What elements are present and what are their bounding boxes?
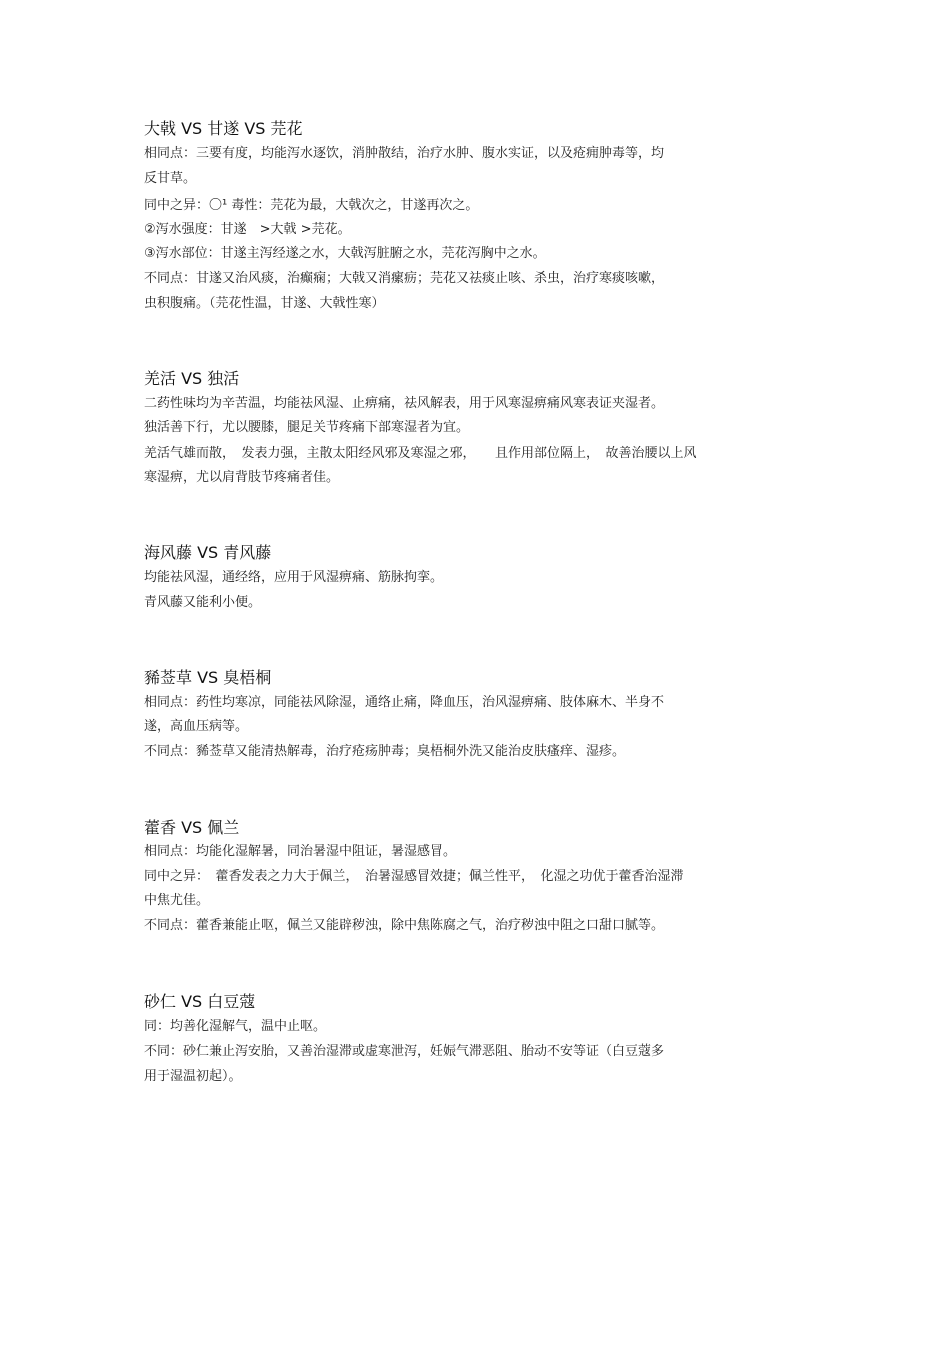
text-line: 相同点：均能化湿解暑，同治暑湿中阻证，暑湿感冒。 [144,844,457,859]
section-title: 羌活 VS 独活 [144,369,240,388]
section-title: 海风藤 VS 青风藤 [144,543,272,562]
text-line: 同：均善化湿解气，温中止呕。 [144,1019,327,1034]
section-title: 砂仁 VS 白豆蔻 [144,992,256,1011]
text-line: ②泻水强度：甘遂 >大戟 >芫花。 [144,222,351,237]
text-line: 青风藤又能利小便。 [144,595,262,610]
text-line: 同中之异：〇¹ 毒性：芫花为最，大戟次之，甘遂再次之。 [144,198,479,213]
text-line: 虫积腹痛。（芫花性温，甘遂、大戟性寒） [144,296,385,311]
text-line: ③泻水部位：甘遂主泻经遂之水，大戟泻脏腑之水，芫花泻胸中之水。 [144,246,546,261]
text-line: 不同点：藿香兼能止呕，佩兰又能辟秽浊，除中焦陈腐之气，治疗秽浊中阻之口甜口腻等。 [144,918,665,933]
section-title: 大戟 VS 甘遂 VS 芫花 [144,119,303,138]
text-line: 均能祛风湿，通经络，应用于风湿痹痛、筋脉拘挛。 [144,570,444,585]
text-line: 二药性味均为辛苦温，均能祛风湿、止痹痛，祛风解表，用于风寒湿痹痛风寒表证夹湿者。 [144,396,665,411]
text-line: 不同：砂仁兼止泻安胎，又善治湿滞或虚寒泄泻，妊娠气滞恶阻、胎动不安等证（白豆蔻多 [144,1044,665,1059]
text-line: 相同点：三要有度，均能泻水逐饮，消肿散结，治疗水肿、腹水实证，以及疮痈肿毒等，均 [144,146,665,161]
text-line: 中焦尤佳。 [144,893,210,908]
section-title: 豨莶草 VS 臭梧桐 [144,668,272,687]
text-line: 相同点：药性均寒凉，同能祛风除湿，通络止痛，降血压，治风湿痹痛、肢体麻木、半身不 [144,695,665,710]
text-line: 独活善下行，尤以腰膝，腿足关节疼痛下部寒湿者为宜。 [144,420,470,435]
text-line: 遂，高血压病等。 [144,719,249,734]
text-line: 羌活气雄而散， 发表力强，主散太阳经风邪及寒湿之邪， 且作用部位隔上， 故善治腰以上风 [144,446,697,461]
text-line: 不同点：豨莶草又能清热解毒，治疗疮疡肿毒；臭梧桐外洗又能治皮肤瘙痒、湿疹。 [144,744,626,759]
text-line: 不同点：甘遂又治风痰，治癫痫；大戟又消瘰疬；芫花又祛痰止咳、杀虫，治疗寒痰咳嗽， [144,271,665,286]
text-line: 同中之异： 藿香发表之力大于佩兰， 治暑湿感冒效捷；佩兰性平， 化湿之功优于藿香治湿滞 [144,869,684,884]
section-title: 藿香 VS 佩兰 [144,818,240,837]
text-line: 反甘草。 [144,171,197,186]
text-line: 用于湿温初起）。 [144,1069,242,1084]
text-line: 寒湿痹，尤以肩背肢节疼痛者佳。 [144,470,340,485]
